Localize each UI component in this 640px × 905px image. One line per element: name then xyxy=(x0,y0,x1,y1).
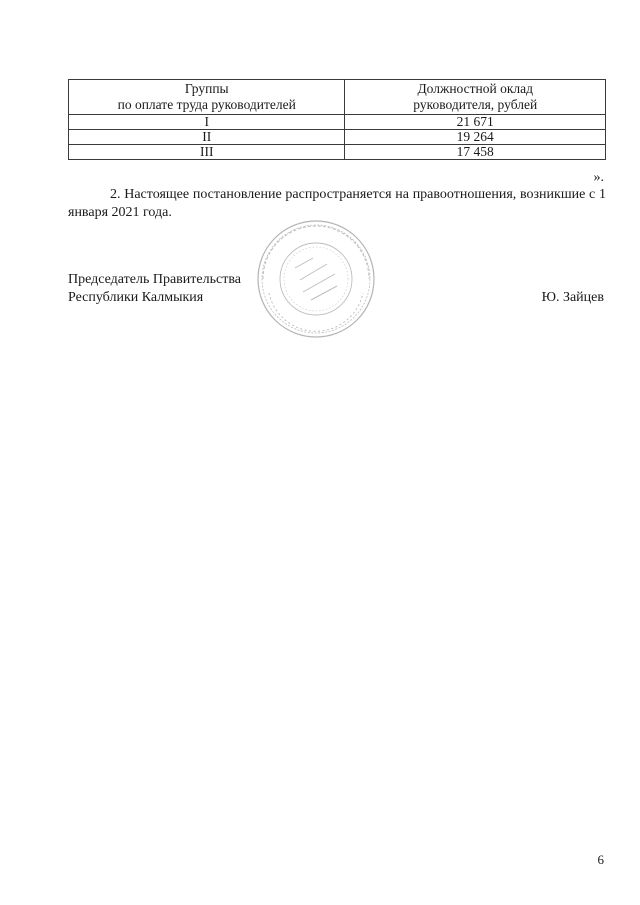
signatory-position-line1: Председатель Правительства xyxy=(68,272,241,287)
table-row xyxy=(69,115,606,130)
table-row xyxy=(69,145,606,160)
cell-group: II xyxy=(69,130,345,145)
signatory-position xyxy=(68,271,241,307)
table-row xyxy=(69,130,606,145)
table-header-row xyxy=(69,80,606,115)
signatory-name: Ю. Зайцев xyxy=(541,290,604,305)
official-seal-stamp xyxy=(255,218,377,340)
page-number: 6 xyxy=(597,852,604,867)
paragraph-2: 2. Настоящее постановление распространяется на правоотношения, возникшие с 1 января 2021 года. xyxy=(68,187,606,220)
cell-salary: 17 458 xyxy=(345,145,606,160)
signatory-position-line2: Республики Калмыкия xyxy=(68,290,204,305)
salary-table xyxy=(68,79,606,160)
cell-salary: 19 264 xyxy=(345,130,606,145)
header-groups: Группы по оплате труда руководителей xyxy=(69,80,345,115)
header-salary: Должностной оклад руководителя, рублей xyxy=(345,80,606,115)
cell-salary: 21 671 xyxy=(345,115,606,130)
closing-quote: ». xyxy=(593,170,604,185)
cell-group: III xyxy=(69,145,345,160)
cell-group: I xyxy=(69,115,345,130)
